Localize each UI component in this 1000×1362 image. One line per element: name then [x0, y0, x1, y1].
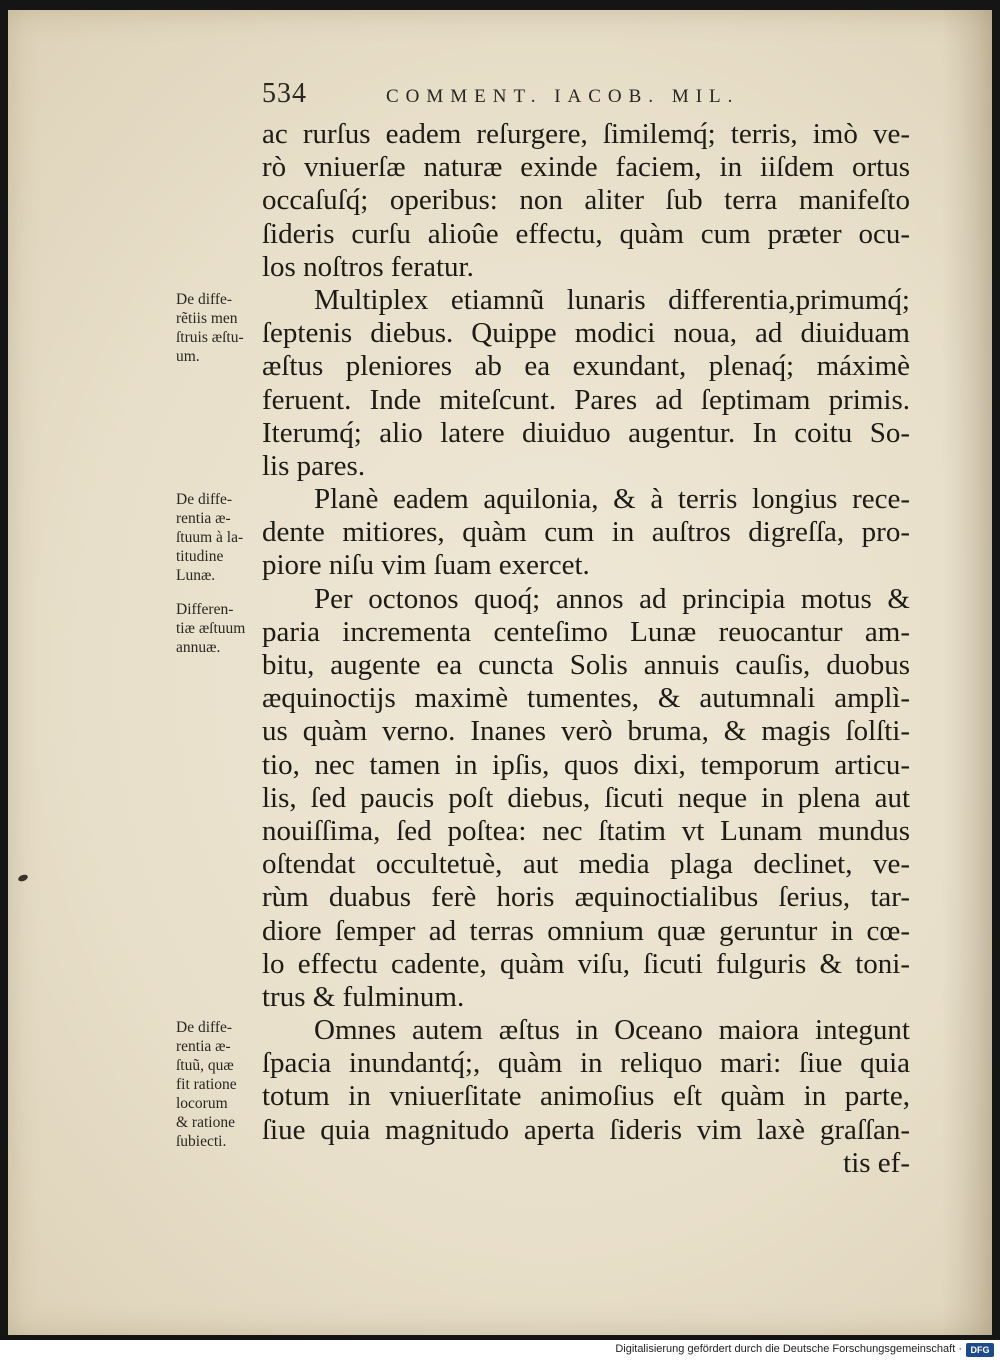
text-line: Per octonos quoq́; annos ad principia motus & — [314, 582, 910, 615]
text-line: ac rurſus eadem reſurgere, ſimilemq́; terris, imò ve- — [262, 118, 910, 150]
margin-note-line: titudine — [176, 548, 224, 565]
margin-note-line: locorum — [176, 1095, 228, 1112]
margin-note — [176, 1018, 276, 1151]
margin-note-line: annuæ. — [176, 639, 221, 656]
text-line: los noſtros feratur. — [262, 250, 474, 283]
margin-note — [176, 490, 276, 585]
text-line: Omnes autem æſtus in Oceano maiora integunt — [314, 1014, 910, 1047]
text-line: nouiſſima, ſed poſtea: nec ſtatim vt Lunam mundus — [262, 814, 910, 847]
text-line: lis, ſed paucis poſt diebus, ſicuti neque in plena aut — [262, 781, 910, 814]
margin-note-line: rẽtiis men — [176, 310, 238, 327]
text-line: æſtus pleniores ab ea exundant, plenaq́; máximè — [262, 350, 910, 383]
catchword: tis ef- — [843, 1146, 910, 1179]
text-line: ſpacia inundantq́;, quàm in reliquo mari: ſiue quia — [262, 1047, 910, 1080]
text-line: Planè eadem aquilonia, & à terris longius rece- — [314, 483, 910, 516]
text-line: lo effectu cadente, quàm viſu, ſicuti fulguris & toni- — [262, 947, 910, 980]
funding-credit: Digitalisierung gefördert durch die Deutsche Forschungsgemeinschaft · — [615, 1343, 962, 1355]
text-line: bitu, augente ea cuncta Solis annuis cauſis, duobus — [262, 649, 910, 681]
main-text-block — [262, 118, 910, 1180]
running-head-title: COMMENT. IACOB. MIL. — [386, 86, 740, 107]
margin-note — [176, 600, 276, 657]
text-line: Multiplex etiamnũ lunaris differentia,primumq́; — [314, 283, 910, 316]
page-number: 534 — [262, 78, 307, 109]
text-line: lis pares. — [262, 449, 366, 482]
text-line: oſtendat occultetuè, aut media plaga declinet, ve- — [262, 848, 910, 881]
margin-note-line: Differen- — [176, 601, 234, 618]
margin-note-line: De diffe- — [176, 1019, 233, 1036]
margin-note-line: De diffe- — [176, 491, 233, 508]
text-line: feruent. Inde miteſcunt. Pares ad ſeptimam primis. — [262, 383, 910, 416]
margin-note-line: ſtuum à la- — [176, 529, 244, 546]
margin-note-line: ſtuũ, quæ — [176, 1057, 234, 1074]
text-line: us quàm verno. Inanes verò bruma, & magis ſolſti- — [262, 715, 910, 748]
text-line: paria incrementa centeſimo Lunæ reuocantur am- — [262, 615, 910, 648]
margin-note-line: ſubiecti. — [176, 1133, 227, 1150]
ink-fleck-mark — [17, 873, 28, 882]
margin-note-line: tiæ æſtuum — [176, 620, 246, 637]
dfg-logo: DFG — [966, 1343, 994, 1357]
text-line: æquinoctijs maximè tumentes, & autumnali amplì- — [262, 682, 910, 715]
text-line: tio, nec tamen in ipſis, quos dixi, temporum articu- — [262, 748, 910, 781]
text-line: rò vniuerſæ naturæ exinde faciem, in iiſdem ortus — [262, 151, 910, 184]
margin-note-line: De diffe- — [176, 291, 233, 308]
text-line: ſeptenis diebus. Quippe modici noua, ad diuiduam — [262, 317, 910, 350]
text-line: totum in vniuerſitate animoſius eſt quàm in parte, — [262, 1080, 910, 1113]
text-line: Iterumq́; alio latere diuiduo augentur. In coitu So- — [262, 416, 910, 449]
text-line: ſideris curſu alioûe effectu, quàm cum præter ocu- — [262, 217, 910, 250]
text-line: occaſuſq́; operibus: non aliter ſub terra manifeſto — [262, 184, 910, 217]
running-head — [262, 78, 902, 110]
margin-note — [176, 290, 276, 366]
margin-note-line: ſtruis æſtu- — [176, 329, 244, 346]
margin-note-line: um. — [176, 348, 200, 365]
text-line: rùm duabus ferè horis æquinoctialibus ſerius, tar- — [262, 881, 910, 914]
margin-note-line: Lunæ. — [176, 567, 216, 584]
margin-note-line: fit ratione — [176, 1076, 237, 1093]
margin-note-line: & ratione — [176, 1114, 235, 1131]
text-line: piore niſu vim ſuam exercet. — [262, 549, 590, 582]
text-line: diore ſemper ad terras omnium quæ geruntur in cœ- — [262, 914, 910, 947]
text-line: trus & fulminum. — [262, 980, 465, 1013]
text-line: dente mitiores, quàm cum in auſtros digreſſa, pro- — [262, 516, 910, 549]
text-line: ſiue quia magnitudo aperta ſideris vim laxè graſſan- — [262, 1113, 910, 1146]
margin-note-line: rentia æ- — [176, 510, 231, 527]
margin-note-line: rentia æ- — [176, 1038, 231, 1055]
